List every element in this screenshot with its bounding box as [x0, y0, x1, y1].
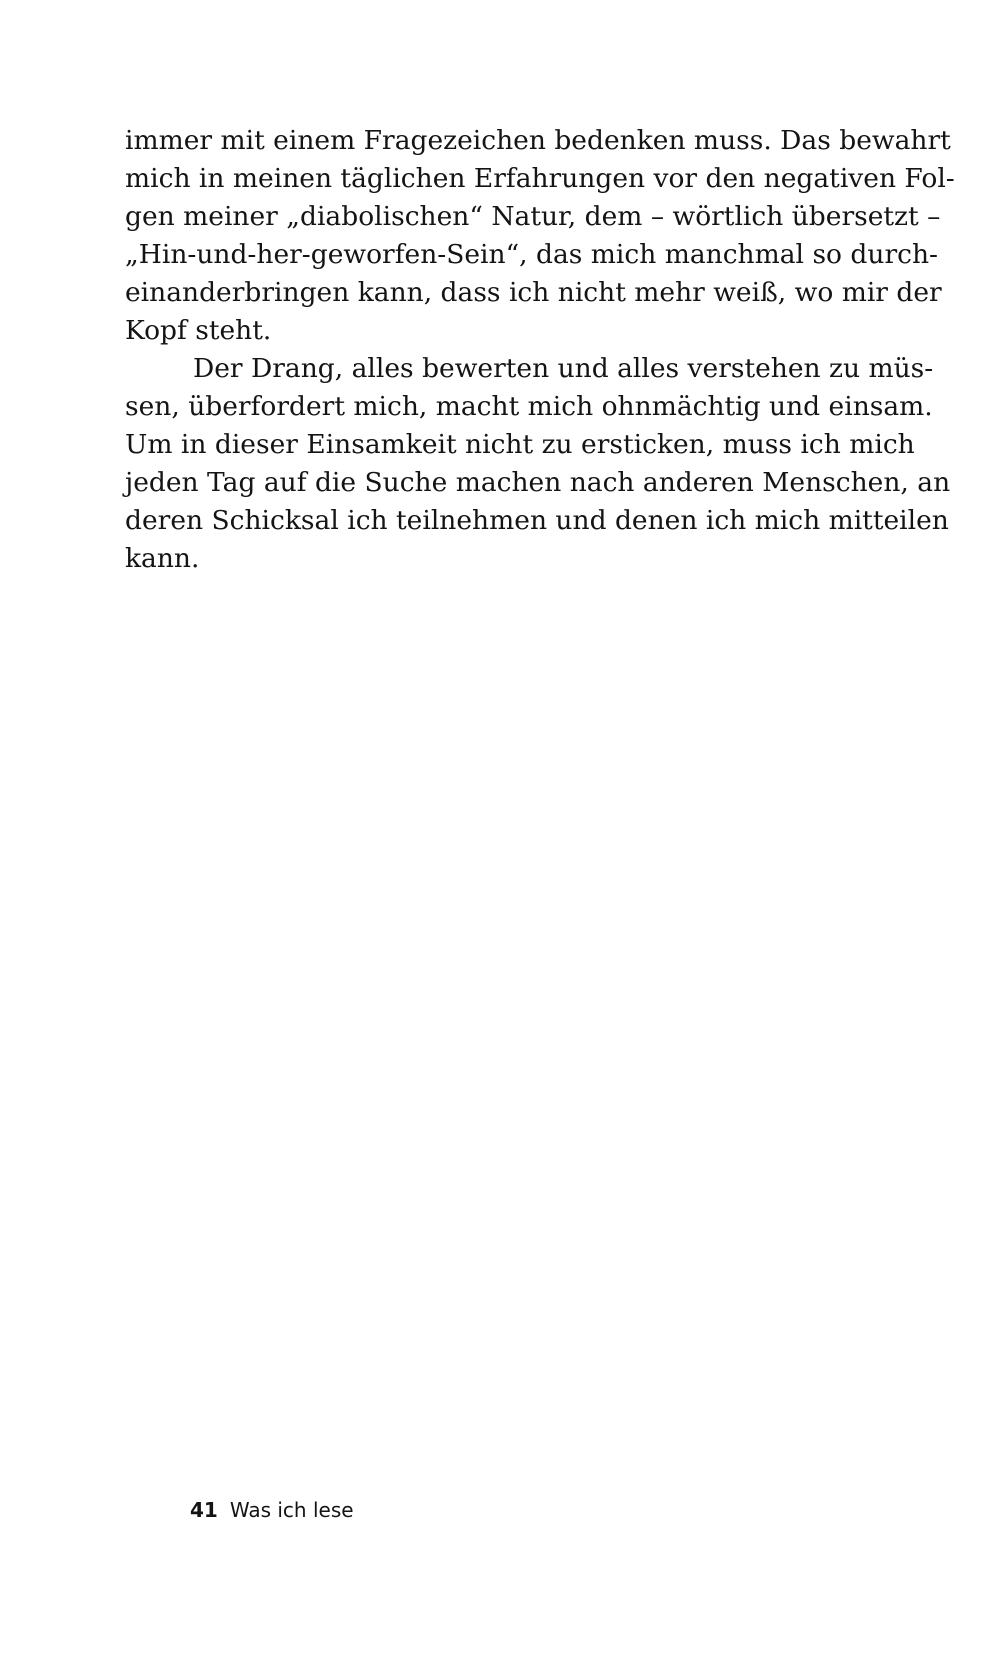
text-line: Der Drang, alles bewerten und alles verstehen zu müs- — [193, 353, 934, 384]
text-line: „Hin-und-her-geworfen-Sein“, das mich manchmal so durch- — [125, 239, 938, 270]
text-line: sen, überfordert mich, macht mich ohnmächtig und einsam. — [125, 391, 933, 422]
text-line: deren Schicksal ich teilnehmen und denen ich mich mitteilen — [125, 505, 949, 536]
text-line: jeden Tag auf die Suche machen nach anderen Menschen, an — [125, 467, 951, 498]
text-line: Kopf steht. — [125, 315, 272, 346]
body-text — [125, 122, 955, 578]
page-number: 41 — [190, 1498, 218, 1522]
running-title: Was ich lese — [229, 1498, 354, 1522]
text-line: Um in dieser Einsamkeit nicht zu ersticken, muss ich mich — [125, 429, 915, 460]
paragraph-1 — [125, 122, 955, 350]
text-line: kann. — [125, 543, 200, 574]
text-line: gen meiner „diabolischen“ Natur, dem – wörtlich übersetzt – — [125, 201, 941, 232]
text-line: immer mit einem Fragezeichen bedenken muss. Das bewahrt — [125, 125, 951, 156]
text-line: einanderbringen kann, dass ich nicht mehr weiß, wo mir der — [125, 277, 942, 308]
text-line: mich in meinen täglichen Erfahrungen vor den negativen Fol- — [125, 163, 955, 194]
paragraph-2 — [125, 350, 951, 578]
page-footer — [190, 1497, 354, 1523]
